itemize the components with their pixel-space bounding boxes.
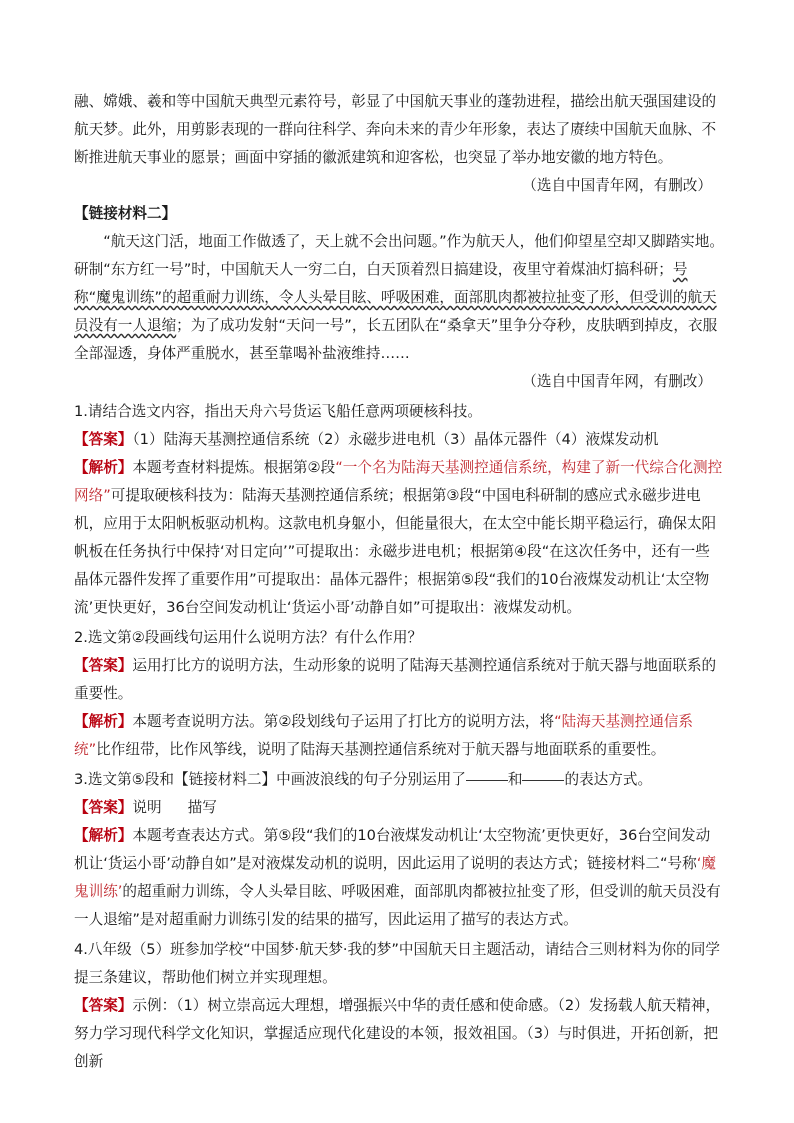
analysis-2-text-a: 本题考查说明方法。第②段划线句子运用了打比方的说明方法，将 (132, 713, 555, 730)
analysis-3-quote: ‘魔鬼训练’ (74, 855, 716, 900)
document-page (74, 88, 724, 1076)
answer-label: 【答案】 (74, 799, 133, 816)
intro-paragraph: 融、嫦娥、羲和等中国航天典型元素符号，彰显了中国航天事业的蓬勃进程，描绘出航天强国建设的航天梦。此外，用剪影表现的一群向往科学、奔向未来的青少年形象，表达了赓续中国航天血脉、不断推进航天事业的愿景；画面中穿插的徽派建筑和迎客松，也突显了举办地安徽的地方特色。 (74, 93, 717, 166)
analysis-3 (74, 822, 724, 934)
answer-label: 【答案】 (74, 657, 133, 674)
analysis-1-text-a: 本题考查材料提炼。根据第②段 (132, 459, 336, 476)
link-material-2-paragraph (74, 228, 724, 368)
analysis-2-text-b: 比作纽带，比作风筝线，说明了陆海天基测控通信系统对于航天器与地面联系的重要性。 (96, 741, 666, 758)
analysis-1-quote: “一个名为陆海天基测控通信系统，构建了新一代综合化测控网络” (74, 459, 723, 504)
answer-3 (74, 794, 724, 822)
question-3-text-c: 的表达方式。 (564, 771, 653, 788)
answer-1 (74, 426, 724, 454)
analysis-label: 【解析】 (74, 827, 133, 844)
analysis-label: 【解析】 (74, 459, 133, 476)
link-material-2-text-1: “航天这门活，地面工作做透了，天上就不会出问题。”作为航天人，他们仰望星空却又脚踏实地。研制“东方红一号”时，中国航天人一穷二白，白天顶着烈日搞建设，夜里守着煤油灯搞科研； (74, 233, 724, 278)
analysis-3-text-a: 本题考查表达方式。第⑤段“我们的10台液煤发动机让‘太空物流’更快更好，36台空间发动机让‘货运小哥’动静自如”是对液煤发动机的说明，因此运用了说明的表达方式；链接材料二“号称 (74, 827, 711, 872)
answer-3-second: 描写 (187, 799, 217, 816)
answer-label: 【答案】 (74, 431, 133, 448)
answer-4 (74, 992, 724, 1076)
source-note-2: （选自中国青年网，有删改） (522, 373, 712, 390)
answer-2 (74, 652, 724, 708)
question-1: 1.请结合选文内容，指出天舟六号货运飞船任意两项硬核科技。 (74, 403, 482, 420)
answer-4-text: 示例：（1）树立崇高远大理想，增强振兴中华的责任感和使命感。（2）发扬载人航天精神，努力学习现代科学文化知识，掌握适应现代化建设的本领，报效祖国。（3）与时俱进，开拓创新，把创新 (74, 997, 721, 1070)
answer-3-first: 说明 (132, 799, 162, 816)
analysis-label: 【解析】 (74, 713, 133, 730)
answer-label: 【答案】 (74, 997, 133, 1014)
link-material-2-heading: 【链接材料二】 (74, 205, 177, 222)
question-3-text-a: 3.选文第⑤段和【链接材料二】中画波浪线的句子分别运用了 (74, 771, 466, 788)
analysis-2 (74, 708, 724, 764)
analysis-1-text-b: 可提取硬核科技为：陆海天基测控通信系统；根据第③段“中国电科研制的感应式永磁步进电机，应用于太阳帆板驱动机构。这款电机身躯小，但能量很大，在太空中能长期平稳运行，确保太阳帆板在任务执行中保持‘对日定向’”可提取出：永磁步进电机；根据第④段“在这次任务中，还有一些晶体元器件发挥了重要作用”可提取出：晶体元器件；根据第⑤段“我们的10台液煤发动机让‘太空物流’更快更好，36台空间发动机让‘货运小哥’动静自如”可提取出：液煤发动机。 (74, 487, 717, 616)
link-material-2-text-2: ；为了成功发射“天问一号”，长五团队在“桑拿天”里争分夺秒，皮肤晒到掉皮，衣服全部湿透，身体严重脱水，甚至靠喝补盐液维持…… (74, 317, 718, 362)
answer-blank-1 (466, 779, 508, 781)
analysis-2-quote: “陆海天基测控通信系统” (74, 713, 694, 758)
answer-2-text: 运用打比方的说明方法，生动形象的说明了陆海天基测控通信系统对于航天器与地面联系的重要性。 (74, 657, 717, 702)
analysis-1 (74, 454, 724, 622)
question-3-text-b: 和 (507, 771, 523, 788)
question-4: 4.八年级（5）班参加学校“中国梦·航天梦·我的梦”中国航天日主题活动，请结合三则材料为你的同学提三条建议，帮助他们树立并实现理想。 (74, 941, 720, 986)
wavy-underlined-sentence: 号称“魔鬼训练”的超重耐力训练，令人头晕目眩、呼吸困难，面部肌肉都被拉扯变了形，但受训的航天员没有一人退缩 (74, 261, 717, 334)
question-2: 2.选文第②段画线句运用什么说明方法？有什么作用？ (74, 629, 423, 646)
answer-blank-2 (522, 779, 564, 781)
question-3 (74, 766, 724, 794)
source-note-1: （选自中国青年网，有删改） (522, 177, 712, 194)
analysis-3-text-b: 的超重耐力训练，令人头晕目眩、呼吸困难，面部肌肉都被拉扯变了形，但受训的航天员没有一人退缩”是对超重耐力训练引发的结果的描写，因此运用了描写的表达方式。 (74, 883, 721, 928)
answer-1-text: （1）陆海天基测控通信系统（2）永磁步进电机（3）晶体元器件（4）液煤发动机 (132, 431, 659, 448)
